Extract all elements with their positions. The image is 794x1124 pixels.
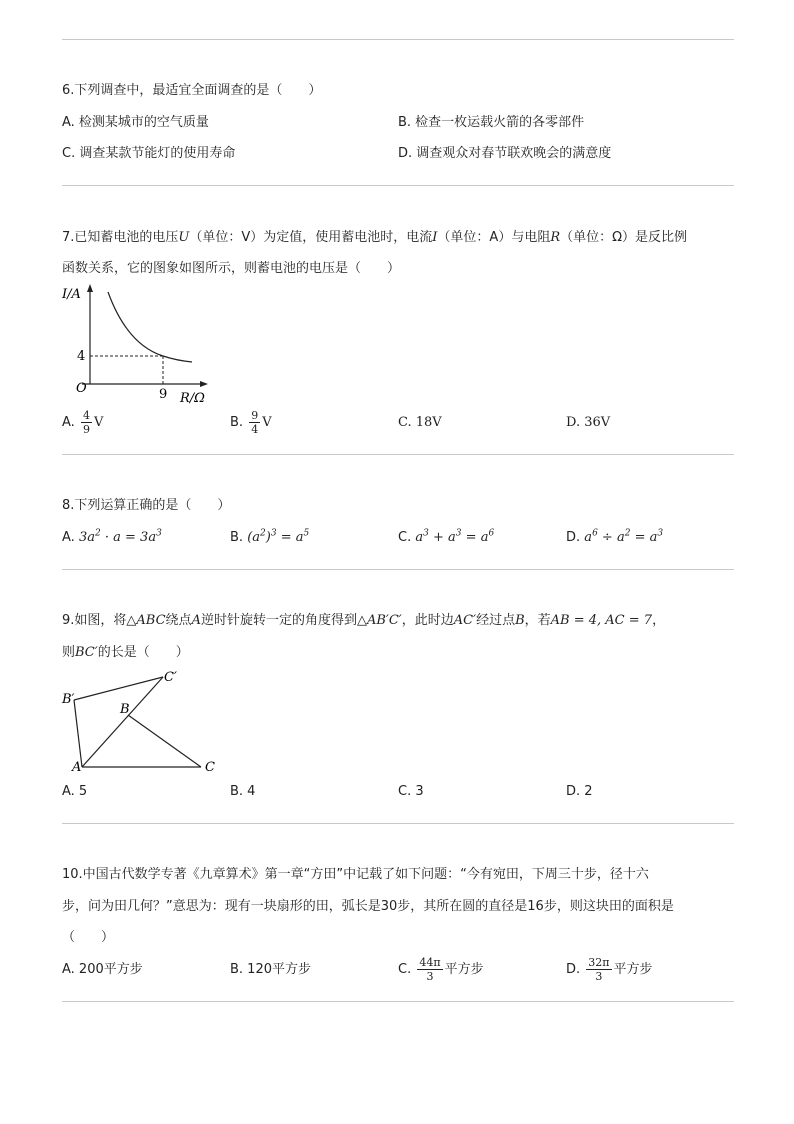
formula: $a^6 \div a^2 = a^3$ bbox=[584, 528, 664, 545]
q8-option-b bbox=[230, 529, 309, 547]
q9-stem-text: ， bbox=[652, 613, 666, 628]
q9-option-a: A. 5 bbox=[62, 784, 88, 799]
fraction bbox=[586, 956, 611, 983]
separator bbox=[62, 1001, 734, 1002]
q9-option-d: D. 2 bbox=[566, 784, 593, 799]
q7-stem-text: （单位：A）与电阻 bbox=[437, 230, 551, 245]
unit: 平方步 bbox=[444, 962, 484, 977]
option-label: A. bbox=[62, 530, 75, 545]
option-label: B. bbox=[230, 530, 244, 545]
unit: 平方步 bbox=[613, 962, 653, 977]
separator bbox=[62, 454, 734, 455]
q7-stem-text: （单位：V）为定值，使用蓄电池时，电流 bbox=[189, 230, 433, 245]
fraction bbox=[417, 956, 442, 983]
segment-ac-prime bbox=[82, 677, 163, 767]
origin-label: O bbox=[76, 381, 87, 396]
x-axis-label: R/Ω bbox=[180, 391, 205, 406]
q9-stem-text: ，若 bbox=[524, 613, 551, 628]
q7-var-u: U bbox=[178, 230, 190, 245]
q8-stem: 8.下列运算正确的是（ ） bbox=[62, 498, 231, 513]
math: AB′C′ bbox=[366, 613, 402, 628]
numerator: 44π bbox=[419, 956, 441, 969]
option-label: D. bbox=[566, 962, 581, 977]
q10-option-c bbox=[398, 954, 484, 986]
q9-option-c: C. 3 bbox=[398, 784, 424, 799]
unit: V bbox=[93, 415, 104, 430]
math: A bbox=[191, 613, 201, 628]
q9-stem-text: 9.如图，将△ bbox=[62, 613, 137, 628]
q7-stem-line2: 函数关系，它的图象如图所示，则蓄电池的电压是（ ） bbox=[62, 261, 401, 276]
q7-option-d: D. 36V bbox=[566, 415, 611, 430]
segment-bc bbox=[128, 715, 201, 767]
separator bbox=[62, 569, 734, 570]
q10-stem-line2: 步，问为田几何？”意思为：现有一块扇形的田，弧长是30步，其所在圆的直径是16步，则这块田的面积是 bbox=[62, 899, 674, 914]
point-label-b: B bbox=[120, 702, 130, 717]
denominator: 9 bbox=[82, 423, 90, 436]
segment-b-prime-c-prime bbox=[74, 677, 163, 700]
q9-stem-text: ，此时边 bbox=[401, 613, 454, 628]
denominator: 3 bbox=[595, 970, 603, 983]
q7-stem-text: 7.已知蓄电池的电压 bbox=[62, 230, 179, 245]
option-label: C. bbox=[398, 530, 412, 545]
y-tick-label: 4 bbox=[77, 349, 86, 364]
inverse-curve bbox=[108, 292, 192, 362]
q7-option-b bbox=[230, 407, 272, 439]
separator bbox=[62, 823, 734, 824]
q7-option-c: C. 18V bbox=[398, 415, 442, 430]
q7-stem-text: （单位：Ω）是反比例 bbox=[560, 230, 688, 245]
q7-var-r: R bbox=[550, 230, 561, 245]
q9-stem-text: 则 bbox=[62, 645, 76, 660]
point-label-b-prime: B′ bbox=[62, 692, 75, 707]
q8-option-a bbox=[62, 529, 162, 547]
q6-option-b: B. 检查一枚运载火箭的各零部件 bbox=[398, 115, 585, 130]
q10-stem-line3: （ ） bbox=[62, 930, 115, 945]
fraction bbox=[249, 409, 260, 436]
numerator: 9 bbox=[251, 409, 259, 422]
numerator: 32π bbox=[588, 956, 610, 969]
q7-stem-line1 bbox=[62, 229, 687, 247]
q9-stem-line1 bbox=[62, 612, 665, 630]
q6-option-c: C. 调查某款节能灯的使用寿命 bbox=[62, 146, 236, 161]
q10-option-d bbox=[566, 954, 653, 986]
q9-figure bbox=[60, 666, 225, 781]
q7-option-a bbox=[62, 407, 103, 439]
q6-option-a: A. 检测某城市的空气质量 bbox=[62, 115, 209, 130]
math: AC′ bbox=[453, 613, 477, 628]
q9-stem-text: 绕点 bbox=[165, 613, 192, 628]
separator bbox=[62, 39, 734, 40]
q9-stem-text: 逆时针旋转一定的角度得到△ bbox=[200, 613, 367, 628]
point-label-c: C bbox=[205, 760, 215, 775]
q7-var-i: I bbox=[432, 230, 438, 245]
point-label-a: A bbox=[72, 760, 82, 775]
q10-option-b: B. 120平方步 bbox=[230, 962, 311, 977]
q6-option-d: D. 调查观众对春节联欢晚会的满意度 bbox=[398, 146, 612, 161]
math: B bbox=[515, 613, 525, 628]
option-label: C. bbox=[398, 962, 412, 977]
denominator: 3 bbox=[426, 970, 434, 983]
option-label: A. bbox=[62, 415, 75, 430]
q9-stem-text: 的长是（ ） bbox=[97, 645, 189, 660]
q8-option-c bbox=[398, 529, 494, 547]
option-label: B. bbox=[230, 415, 244, 430]
point-label-c-prime: C′ bbox=[164, 670, 177, 685]
fraction bbox=[81, 409, 92, 436]
segment-ab-prime bbox=[74, 700, 82, 767]
q10-stem-line1: 10.中国古代数学专著《九章算术》第一章“方田”中记载了如下问题：“今有宛田，下周三十步，径十六 bbox=[62, 867, 649, 882]
y-axis-label: I/A bbox=[62, 287, 81, 302]
formula: $(a^2)^3 = a^5$ bbox=[247, 528, 310, 545]
q9-stem-text: 经过点 bbox=[476, 613, 516, 628]
q7-graph bbox=[60, 280, 220, 410]
math: ABC bbox=[136, 613, 166, 628]
numerator: 4 bbox=[82, 409, 90, 422]
x-axis-arrow bbox=[200, 381, 208, 387]
q6-stem: 6.下列调查中，最适宜全面调查的是（ ） bbox=[62, 83, 322, 98]
q10-option-a: A. 200平方步 bbox=[62, 962, 143, 977]
math: AB = 4, AC = 7 bbox=[550, 613, 653, 628]
denominator: 4 bbox=[251, 423, 259, 436]
formula: $a^3 + a^3 = a^6$ bbox=[415, 528, 495, 545]
separator bbox=[62, 185, 734, 186]
unit: V bbox=[262, 415, 272, 430]
q9-option-b: B. 4 bbox=[230, 784, 256, 799]
option-label: D. bbox=[566, 530, 581, 545]
q8-option-d bbox=[566, 529, 663, 547]
x-tick-label: 9 bbox=[159, 387, 168, 402]
formula: $3a^2 \cdot a = 3a^3$ bbox=[78, 528, 162, 545]
math: BC′ bbox=[75, 645, 98, 660]
q9-stem-line2 bbox=[62, 644, 189, 662]
y-axis-arrow bbox=[87, 284, 93, 292]
